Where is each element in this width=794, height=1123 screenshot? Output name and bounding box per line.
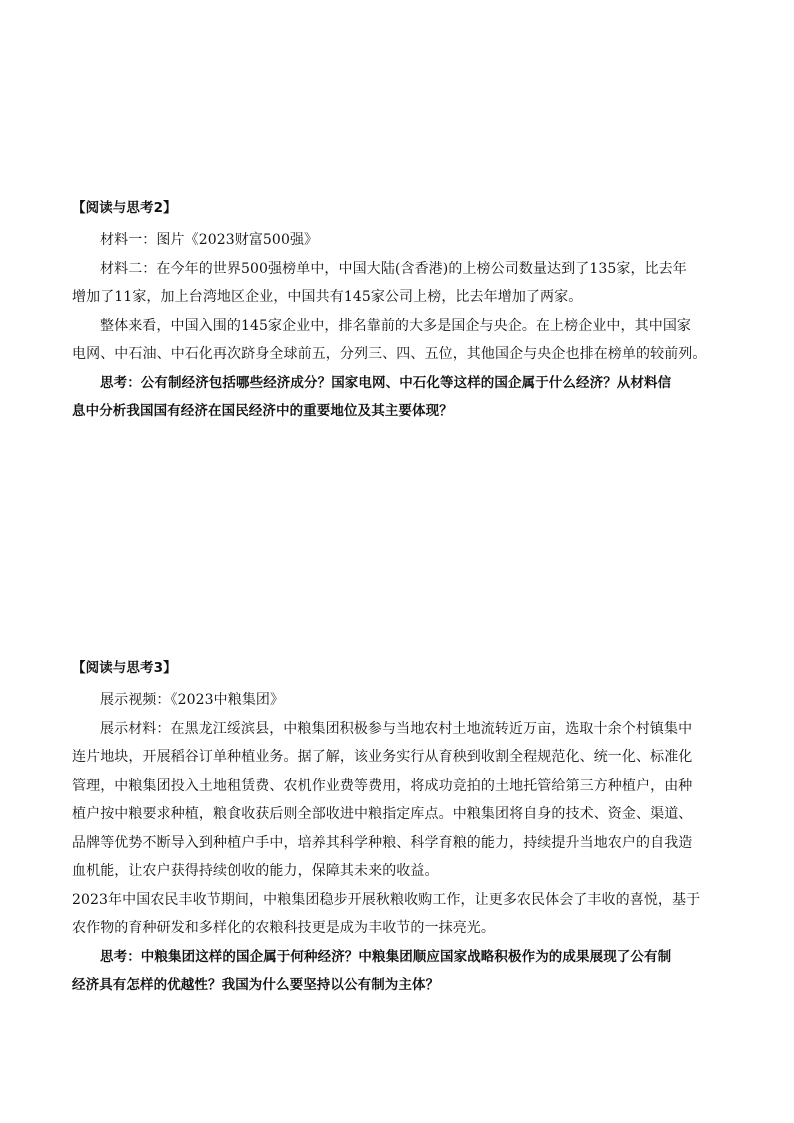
- material-line-6: 血机能，让农户获得持续创收的能力，保障其未来的收益。: [72, 863, 439, 879]
- think-question-line-1: 思考：公有制经济包括哪些经济成分？国家电网、中石化等这样的国企属于什么经济？从材料信: [100, 374, 672, 391]
- think-question-line-2: 息中分析我国国有经济在国民经济中的重要地位及其主要体现？: [72, 403, 453, 419]
- material-line-3: 管理，中粮集团投入土地租赁费、农机作业费等费用，将成功竞拍的土地托管给第三方种植户，由种: [72, 777, 693, 794]
- harvest-line-2: 农作物的育种研发和多样化的农粮科技更是成为丰收节的一抹亮光。: [72, 920, 495, 936]
- reading-section-2: [72, 198, 722, 426]
- overall-line-1: 整体来看，中国入围的145家企业中，排名靠前的大多是国企与央企。在上榜企业中，其中国家: [100, 317, 692, 334]
- material-line-4: 植户按中粮要求种植，粮食收获后则全部收进中粮指定库点。中粮集团将自身的技术、资金、渠道、: [72, 806, 693, 822]
- material-line-5: 品牌等优势不断导入到种植户手中，培养其科学种粮、科学育粮的能力，持续提升当地农户的自我造: [72, 834, 693, 851]
- overall-line-2: 电网、中石油、中石化再次跻身全球前五，分列三、四、五位，其他国企与央企也排在榜单的较前列。: [72, 346, 707, 362]
- material-two-line-1: 材料二：在今年的世界500强榜单中，中国大陆(含香港)的上榜公司数量达到了135家，比去年: [100, 260, 687, 277]
- think-question-line-1: 思考：中粮集团这样的国企属于何种经济？中粮集团顺应国家战略积极作为的成果展现了公有制: [100, 948, 672, 965]
- reading-section-3: [72, 658, 722, 1000]
- material-two-line-2: 增加了11家，加上台湾地区企业，中国共有145家公司上榜，比去年增加了两家。: [72, 289, 583, 305]
- material-one: 材料一：图片《2023财富500强》: [100, 232, 319, 248]
- material-line-2: 连片地块，开展稻谷订单种植业务。据了解，该业务实行从育秧到收割全程规范化、统一化、标准化: [72, 749, 693, 765]
- section-heading: 【阅读与思考3】: [72, 660, 177, 676]
- think-question-line-2: 经济具有怎样的优越性？我国为什么要坚持以公有制为主体？: [72, 977, 440, 993]
- harvest-line-1: 2023年中国农民丰收节期间，中粮集团稳步开展秋粮收购工作，让更多农民体会了丰收的喜悦，基于: [72, 891, 701, 908]
- material-line-1: 展示材料：在黑龙江绥滨县，中粮集团积极参与当地农村土地流转近万亩，选取十余个村镇集中: [100, 720, 693, 737]
- section-heading: 【阅读与思考2】: [72, 200, 177, 216]
- video-line: 展示视频：《2023中粮集团》: [100, 692, 285, 708]
